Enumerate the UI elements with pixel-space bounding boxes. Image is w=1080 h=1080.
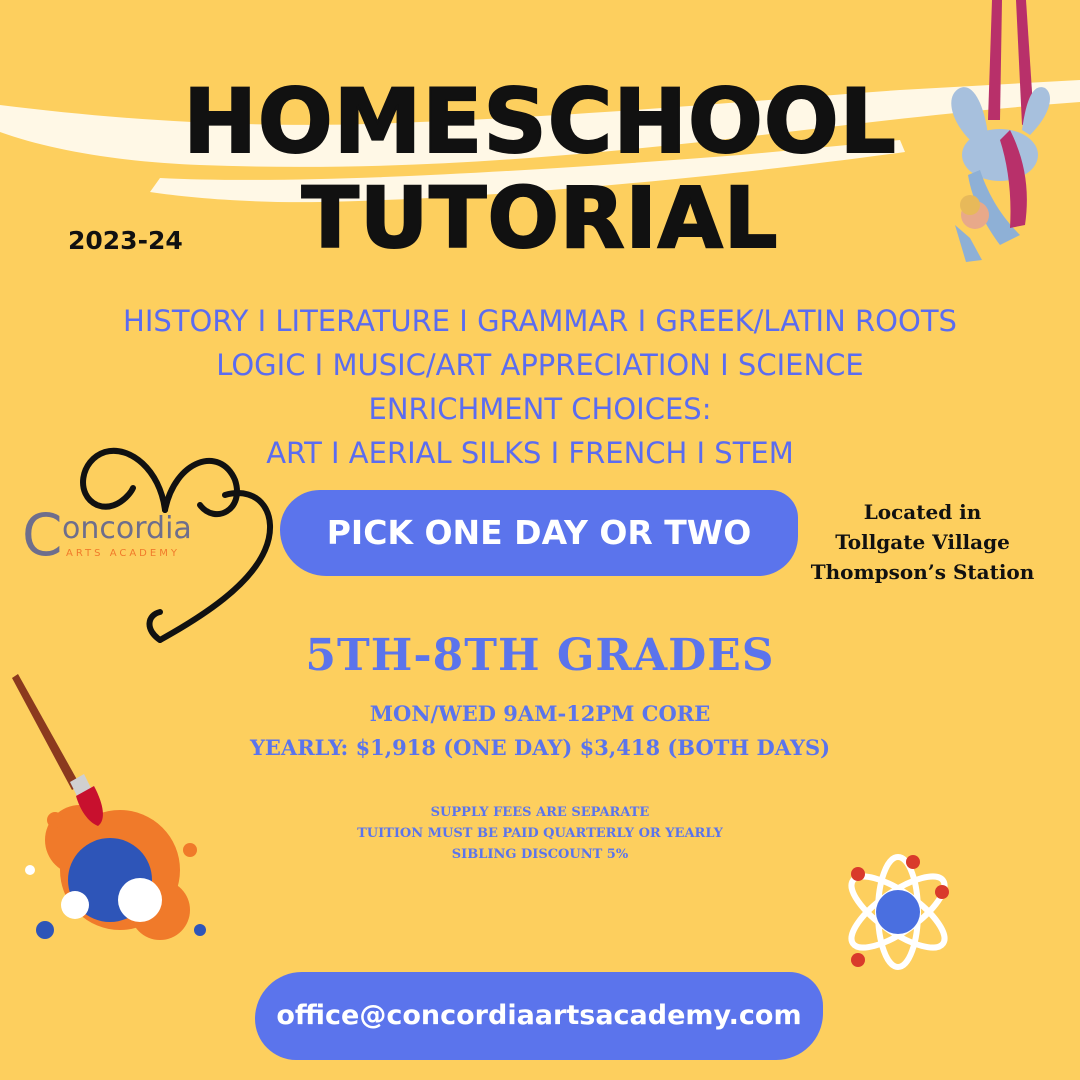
note-tuition: TUITION MUST BE PAID QUARTERLY OR YEARLY	[357, 826, 723, 841]
year-label: 2023-24	[68, 226, 183, 255]
subjects-line-1: HISTORY I LITERATURE I GRAMMAR I GREEK/LATIN ROOTS	[123, 304, 957, 338]
subjects-line-2: LOGIC I MUSIC/ART APPRECIATION I SCIENCE	[216, 348, 864, 382]
pricing-line: YEARLY: $1,918 (ONE DAY) $3,418 (BOTH DAYS)	[249, 735, 831, 760]
paintbrush-splash-icon	[0, 670, 240, 960]
logo-name: oncordia	[62, 511, 192, 546]
pick-one-day-label: PICK ONE DAY OR TWO	[326, 513, 752, 552]
location-block	[800, 497, 1045, 587]
pick-one-day-button[interactable]	[280, 490, 798, 576]
location-line-3: Thompson’s Station	[810, 560, 1035, 584]
title-line-1: HOMESCHOOL	[183, 70, 897, 173]
location-line-1: Located in	[863, 500, 982, 524]
aerialist-icon	[930, 0, 1080, 280]
enrichment-heading: ENRICHMENT CHOICES:	[368, 392, 712, 426]
atom-icon	[838, 852, 958, 972]
concordia-logo	[22, 501, 242, 572]
note-sibling-discount: SIBLING DISCOUNT 5%	[451, 847, 629, 862]
location-line-2: Tollgate Village	[835, 530, 1010, 554]
logo-tagline: ARTS ACADEMY	[66, 548, 180, 559]
title-line-2: TUTORIAL	[301, 169, 779, 267]
schedule-line: MON/WED 9AM-12PM CORE	[369, 701, 711, 726]
grades-heading: 5TH-8TH GRADES	[305, 630, 775, 681]
email-link[interactable]: office@concordiaartsacademy.com	[276, 1000, 802, 1031]
logo-c-icon: C	[22, 501, 63, 569]
note-supply-fees: SUPPLY FEES ARE SEPARATE	[430, 805, 650, 820]
email-button[interactable]	[255, 972, 823, 1060]
enrichment-line: ART I AERIAL SILKS I FRENCH I STEM	[266, 436, 794, 470]
